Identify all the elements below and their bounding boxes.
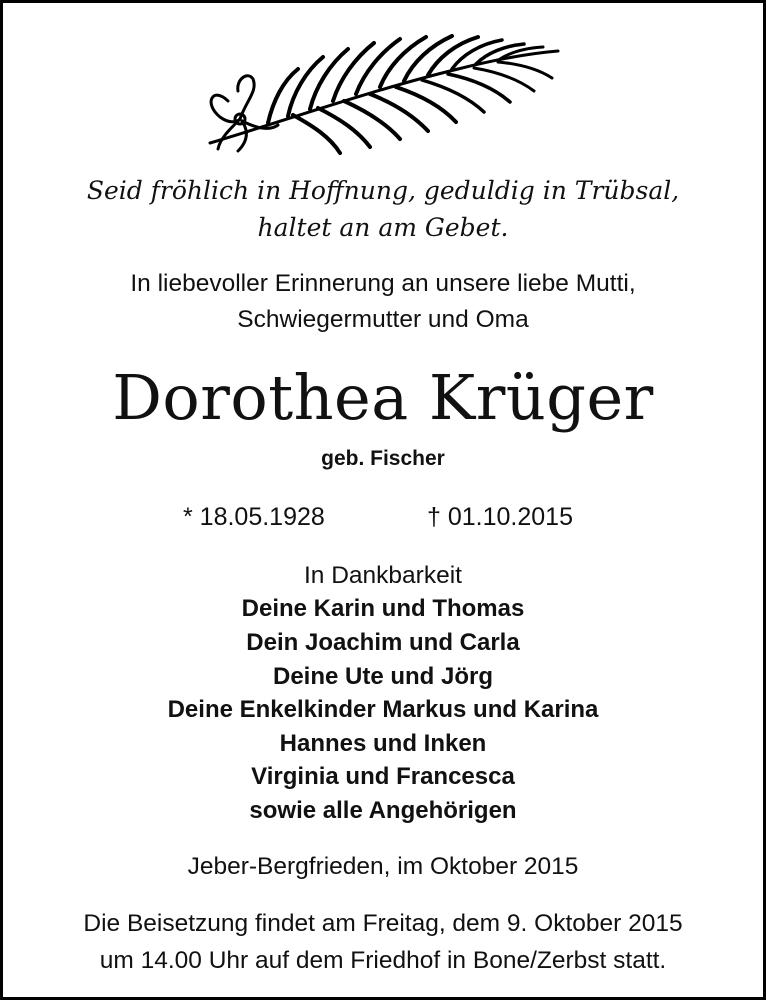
- mourner-line: Deine Enkelkinder Markus und Karina: [167, 696, 599, 723]
- deceased-name: Dorothea Krüger: [112, 361, 654, 434]
- verse-line-1: Seid fröhlich in Hoffnung, geduldig in Trübsal,: [86, 176, 680, 205]
- gratitude-line: In Dankbarkeit: [304, 562, 462, 589]
- birth-name: geb. Fischer: [321, 447, 445, 470]
- mourner-line: Virginia und Francesca: [251, 763, 515, 790]
- mourner-line: Deine Karin und Thomas: [241, 595, 525, 622]
- death-date: † 01.10.2015: [427, 503, 573, 531]
- mourner-line: Deine Ute und Jörg: [272, 663, 494, 690]
- mourner-line: Dein Joachim und Carla: [246, 629, 520, 656]
- intro-line-2: Schwiegermutter und Oma: [237, 306, 529, 333]
- mourner-line: Hannes und Inken: [279, 730, 487, 757]
- life-dates: [3, 503, 763, 535]
- funeral-line-2: um 14.00 Uhr auf dem Friedhof in Bone/Zerbst statt.: [99, 947, 667, 974]
- verse-line-2: haltet an am Gebet.: [257, 213, 509, 242]
- mourner-line: sowie alle Angehörigen: [249, 797, 517, 824]
- intro-line-1: In liebevoller Erinnerung an unsere liebe Mutti,: [130, 270, 636, 297]
- place-date: Jeber-Bergfrieden, im Oktober 2015: [187, 853, 579, 880]
- birth-date: * 18.05.1928: [183, 503, 325, 531]
- palm-frond-with-bow-icon: [198, 31, 573, 161]
- funeral-line-1: Die Beisetzung findet am Freitag, dem 9. Oktober 2015: [83, 910, 683, 937]
